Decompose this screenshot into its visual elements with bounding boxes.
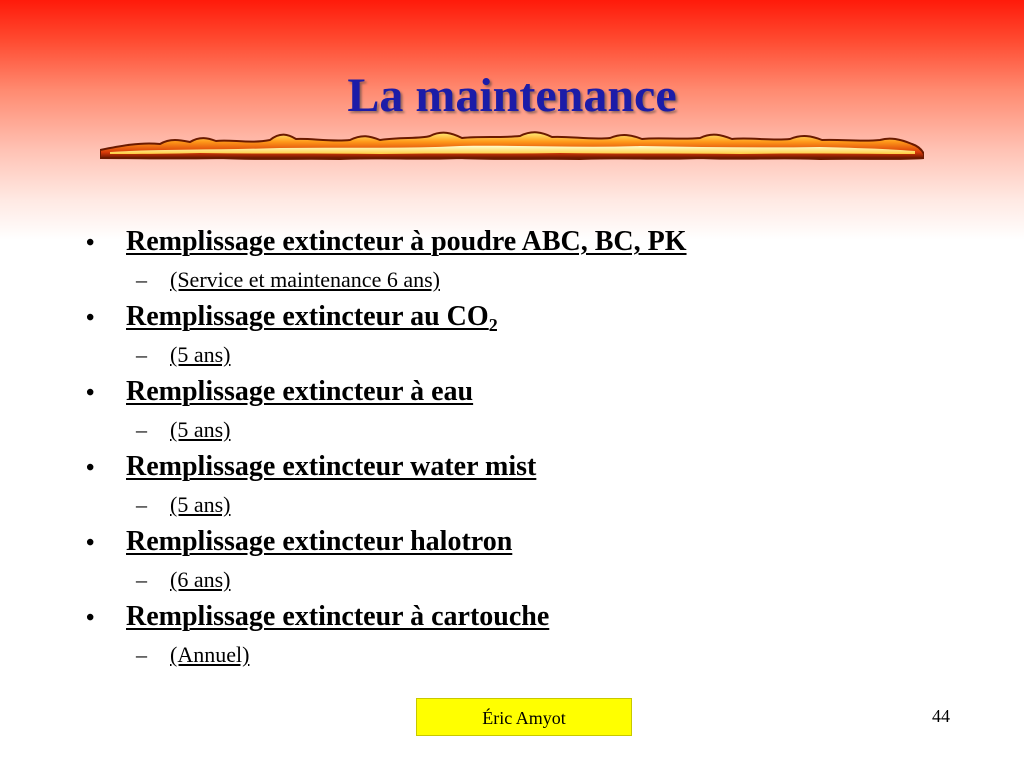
item-detail: (6 ans) xyxy=(170,567,231,592)
item-label-text: Remplissage extincteur au CO xyxy=(126,301,489,332)
list-item xyxy=(86,445,966,489)
item-detail: (Annuel) xyxy=(170,642,250,667)
dash-marker: – xyxy=(136,567,147,592)
item-detail: (5 ans) xyxy=(170,417,231,442)
item-label xyxy=(126,295,498,339)
item-label: Remplissage extincteur halotron xyxy=(126,526,513,557)
dash-marker: – xyxy=(136,492,147,517)
list-subitem xyxy=(86,489,966,520)
list-item xyxy=(86,520,966,564)
item-label: Remplissage extincteur à cartouche xyxy=(126,601,550,632)
bullet-marker: • xyxy=(86,380,95,406)
list-subitem xyxy=(86,339,966,370)
item-detail: (5 ans) xyxy=(170,492,231,517)
list-item xyxy=(86,220,966,264)
dash-marker: – xyxy=(136,642,147,667)
item-detail: (5 ans) xyxy=(170,342,231,367)
item-detail: (Service et maintenance 6 ans) xyxy=(170,267,440,292)
slide-title: La maintenance xyxy=(347,69,677,122)
dash-marker: – xyxy=(136,267,147,292)
list-item xyxy=(86,370,966,414)
fire-divider-graphic xyxy=(100,124,924,164)
page-number: 44 xyxy=(932,706,950,726)
footer-author: Éric Amyot xyxy=(416,698,632,736)
bullet-list xyxy=(86,220,966,670)
bullet-marker: • xyxy=(86,230,95,256)
list-item xyxy=(86,295,966,339)
item-label: Remplissage extincteur water mist xyxy=(126,451,537,482)
list-subitem xyxy=(86,264,966,295)
list-subitem xyxy=(86,639,966,670)
bullet-marker: • xyxy=(86,305,95,331)
dash-marker: – xyxy=(136,342,147,367)
bullet-marker: • xyxy=(86,605,95,631)
bullet-marker: • xyxy=(86,530,95,556)
item-label: Remplissage extincteur à poudre ABC, BC, PK xyxy=(126,226,687,257)
item-label-subscript: 2 xyxy=(488,315,498,335)
list-item xyxy=(86,595,966,639)
item-label: Remplissage extincteur à eau xyxy=(126,376,474,407)
list-subitem xyxy=(86,414,966,445)
dash-marker: – xyxy=(136,417,147,442)
list-subitem xyxy=(86,564,966,595)
bullet-marker: • xyxy=(86,455,95,481)
